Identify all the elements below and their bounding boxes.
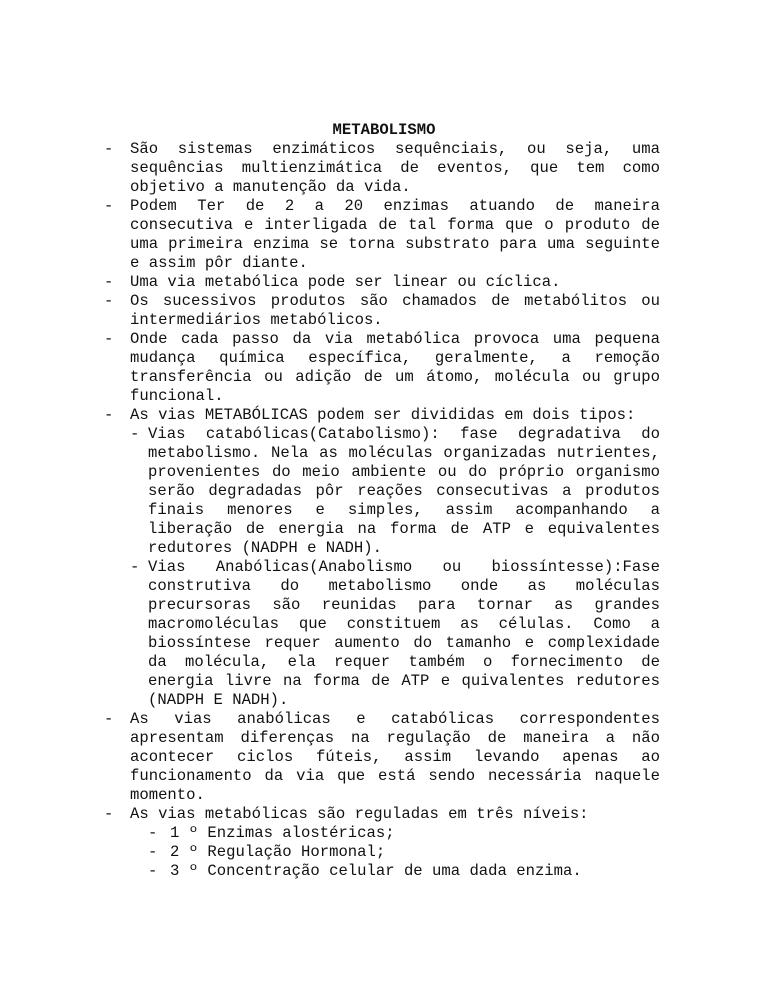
bullet-dash: - — [104, 273, 114, 291]
bullet-dash: - — [130, 558, 140, 576]
list-item-text: As vias anabólicas e catabólicas correspondentes apresentam diferenças na regulação de maneira a não acontecer ciclos fúteis, assim levando apenas ao funcionamento da via que está sendo necessária naquele momento. — [130, 710, 660, 804]
sub-list-item-text: Vias Anabólicas(Anabolismo ou biossíntesse):Fase construtiva do metabolismo onde as moléculas precursoras são reunidas para tornar as grandes macromoléculas que constituem as células. Como a biossíntese requer aumento do tamanho e complexidade da molécula, ela requer também o fornecimento de energia livre na forma de ATP e quivalentes redutores (NADPH E NADH). — [148, 558, 660, 709]
list-item-text: Onde cada passo da via metabólica provoca uma pequena mudança química específica, geralmente, a remoção transferência ou adição de um átomo, molécula ou grupo funcional. — [130, 330, 660, 405]
bullet-dash: - — [104, 710, 114, 728]
list-item-text: Uma via metabólica pode ser linear ou cíclica. — [130, 273, 561, 291]
list-item — [0, 805, 768, 824]
bullet-dash: - — [130, 425, 140, 443]
bullet-dash: - — [104, 406, 114, 424]
bullet-dash: - — [104, 292, 114, 310]
bullet-dash: - — [148, 862, 158, 880]
sub-list-item — [0, 425, 768, 558]
list-item — [0, 406, 768, 425]
document-title: METABOLISMO — [332, 121, 436, 139]
bullet-dash: - — [104, 330, 114, 348]
list-item — [0, 330, 768, 406]
sub-list-item-text: 1 º Enzimas alostéricas; — [170, 824, 395, 842]
bullet-dash: - — [148, 824, 158, 842]
list-item-text: São sistemas enzimáticos sequênciais, ou seja, uma sequências multienzimática de eventos, que tem como objetivo a manutenção da vida. — [130, 140, 660, 196]
bullet-dash: - — [104, 805, 114, 823]
bullet-dash: - — [148, 843, 158, 861]
list-item-text: Podem Ter de 2 a 20 enzimas atuando de maneira consecutiva e interligada de tal forma que o produto de uma primeira enzima se torna substrato para uma seguinte e assim pôr diante. — [130, 197, 660, 272]
sub-list-item-text: 2 º Regulação Hormonal; — [170, 843, 386, 861]
list-item — [0, 292, 768, 330]
sub-list-item — [0, 843, 768, 862]
document-body — [0, 140, 768, 881]
bullet-dash: - — [104, 140, 114, 158]
sub-list-item — [0, 824, 768, 843]
list-item-text: Os sucessivos produtos são chamados de metabólitos ou intermediários metabólicos. — [130, 292, 660, 329]
bullet-dash: - — [104, 197, 114, 215]
list-item-text: As vias METABÓLICAS podem ser divididas em dois tipos: — [130, 406, 636, 424]
list-item — [0, 710, 768, 805]
list-item — [0, 140, 768, 197]
sub-list-item-text: 3 º Concentração celular de uma dada enzima. — [170, 862, 582, 880]
list-item-text: As vias metabólicas são reguladas em três níveis: — [130, 805, 589, 823]
list-item — [0, 197, 768, 273]
list-item — [0, 273, 768, 292]
sub-list-item — [0, 862, 768, 881]
sub-list-item-text: Vias catabólicas(Catabolismo): fase degradativa do metabolismo. Nela as moléculas organizadas nutrientes, provenientes do meio ambiente ou do próprio organismo serão degradadas pôr reações consecutivas a produtos finais menores e simples, assim acompanhando a liberação de energia na forma de ATP e equivalentes redutores (NADPH e NADH). — [148, 425, 660, 557]
sub-list-item — [0, 558, 768, 710]
